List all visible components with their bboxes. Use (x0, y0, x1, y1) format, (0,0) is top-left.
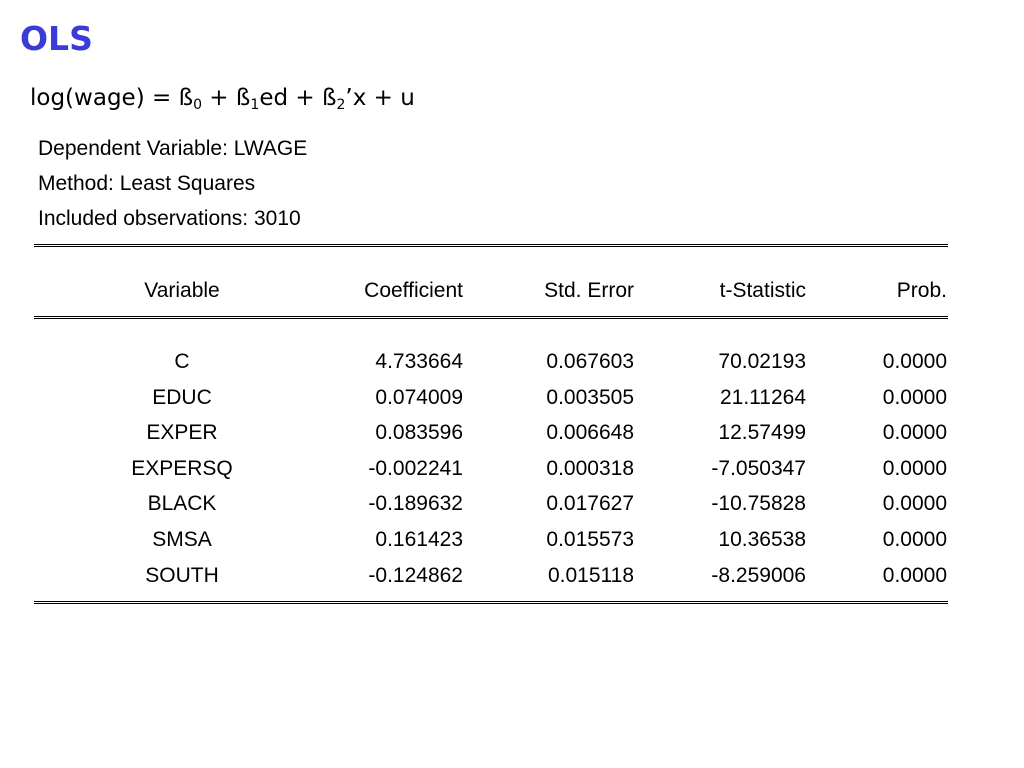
header-t-statistic: t-Statistic (719, 279, 806, 302)
table-bottom-rule (34, 601, 948, 604)
cell-variable: SMSA (152, 528, 212, 551)
cell-variable: SOUTH (145, 563, 219, 587)
observations-line: Included observations: 3010 (38, 207, 301, 230)
cell-t-statistic: -10.75828 (711, 492, 806, 516)
beta2: ß (321, 85, 337, 111)
cell-prob: 0.0000 (882, 563, 947, 587)
cell-t-statistic: -8.259006 (711, 563, 806, 587)
cell-coefficient: 0.161423 (375, 528, 463, 551)
cell-coefficient: 0.083596 (375, 421, 463, 445)
cell-prob: 0.0000 (882, 456, 947, 480)
cell-coefficient: -0.124862 (368, 563, 463, 587)
beta2-subscript: 2 (336, 97, 346, 113)
cell-std-error: 0.000318 (546, 456, 634, 480)
cell-variable: EXPER (146, 421, 218, 445)
cell-coefficient: -0.002241 (368, 456, 463, 480)
equation-plus: + (201, 85, 236, 111)
cell-prob: 0.0000 (882, 385, 947, 409)
table-top-rule (34, 244, 948, 247)
cell-coefficient: 0.074009 (375, 385, 463, 409)
cell-variable: C (174, 350, 190, 373)
equation-ed-term: ed + (259, 85, 322, 111)
cell-t-statistic: -7.050347 (711, 456, 806, 480)
header-prob: Prob. (896, 279, 947, 302)
dependent-variable-line: Dependent Variable: LWAGE (38, 137, 308, 160)
table-header-rule (34, 316, 948, 319)
header-coefficient: Coefficient (364, 279, 463, 302)
header-variable: Variable (144, 279, 220, 302)
beta1: ß (235, 85, 251, 111)
cell-coefficient: 4.733664 (375, 350, 463, 373)
cell-prob: 0.0000 (882, 421, 947, 445)
cell-t-statistic: 12.57499 (718, 421, 806, 445)
cell-variable: BLACK (147, 492, 217, 516)
cell-prob: 0.0000 (882, 528, 947, 551)
cell-std-error: 0.067603 (546, 350, 634, 373)
cell-variable: EXPERSQ (131, 456, 233, 480)
header-std-error: Std. Error (544, 279, 634, 302)
beta0-subscript: 0 (193, 97, 202, 113)
beta0: ß (178, 85, 194, 111)
cell-t-statistic: 70.02193 (718, 350, 806, 373)
cell-std-error: 0.017627 (546, 492, 634, 516)
beta1-subscript: 1 (250, 97, 260, 113)
page-title: OLS (20, 19, 93, 58)
method-line: Method: Least Squares (38, 172, 256, 195)
cell-std-error: 0.015573 (546, 528, 634, 551)
cell-std-error: 0.006648 (546, 421, 634, 445)
cell-prob: 0.0000 (882, 350, 947, 373)
equation-lhs: log(wage) = (30, 85, 179, 111)
cell-t-statistic: 21.11264 (719, 385, 806, 409)
cell-t-statistic: 10.36538 (718, 528, 806, 551)
cell-prob: 0.0000 (882, 492, 947, 516)
cell-variable: EDUC (152, 385, 212, 409)
cell-std-error: 0.015118 (547, 563, 634, 587)
cell-coefficient: -0.189632 (368, 492, 463, 516)
equation-tail: ’x + u (345, 85, 415, 111)
regression-equation (30, 86, 415, 111)
cell-std-error: 0.003505 (546, 385, 634, 409)
